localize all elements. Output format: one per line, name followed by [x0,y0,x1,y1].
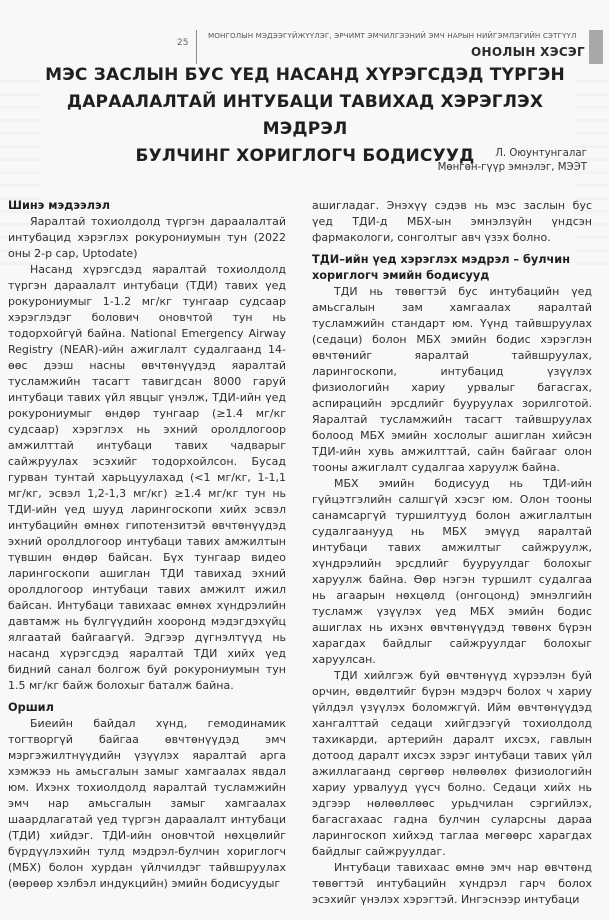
section-label: ОНОЛЫН ХЭСЭГ [471,45,585,59]
paragraph: ашигладаг. Энэхүү сэдэв нь мэс заслын бус үед ТДИ-д МБХ-ын эмнэлзүйн үндсэн фармакологи, сонголтыг авч үзэх болно. [312,199,592,244]
paragraph: МБХ эмийн бодисууд нь ТДИ-ийн гүйцэтгэлийн салшгүй хэсэг юм. Олон тооны санамсаргүй туршилтууд болон ажиглалтын судалгаанууд нь МБХ эмүүд яаралтай интубаци тавих амжилтыг сайжруулж, хүндрэлийн эрсдлийг бууруулдаг болохыг харуулж байна. Өөр нэгэн туршилт судалгаа нь агаарын нөхцөлд (онгоцонд) эмнэлгийн тусламж үзүүлэх үед МБХ эмийн бодис ашиглах нь ихэнх өвчтөнүүдэд төвөнх бүрэн харагдах байдлыг сайжруулдаг болохыг харуулсан. [312,477,592,666]
paragraph: Биеийн байдал хүнд, гемодинамик тогтворгүй байгаа өвчтөнүүдэд эмч мэргэжилтнүүдийн үзүүлэх яаралтай арга хэмжээ нь амьсгалын замыг хамгаалах явдал юм. Ихэнх тохиолдолд яаралтай тусламжийн эмч нар амьсгалын замыг хамгаалах шаардлагатай үед түргэн дараалалт интубаци (ТДИ) хийдэг. ТДИ-ийн оновчтой нөхцөлийг бүрдүүлэхийн тулд мэдрэл-булчин хориглогч (МБХ) болон хурдан үйлчилдэг тайвшруулах (өөрөөр хэлбэл индукцийн) эмийн бодисуудыг [8,717,286,890]
page-number: 25 [177,38,189,48]
title-line: БУЛЧИНГ ХОРИГЛОГЧ БОДИСУУД [135,146,475,166]
title-line: ДАРААЛАЛТАЙ ИНТУБАЦИ ТАВИХАД ХЭРЭГЛЭХ МЭДРЭЛ [66,92,544,139]
header-divider [196,30,197,64]
heading-nmb-agents: ТДИ–ийн үед хэрэглэх мэдрэл – булчин хориглогч эмийн бодисууд [312,253,571,282]
paragraph: Насанд хүрэгсдэд яаралтай тохиолдолд түргэн дараалалт интубаци (ТДИ) тавих үед рокурониумыг 1-1.2 мг/кг тунгаар судсаар хэрэглэдэг болович оновчтой тун нь тодорхойгүй байна. National Emergency Airway Registry (NEAR)-ийн ажиглалт судалгаанд 14-өөс дээш насны өвчтөнүүдэд яаралтай тусламжийн тасагт тавигдсан 8000 гаруй интубаци тавих үйл явцыг үнэлж, ТДИ-ийн үед рокурониумыг өндөр тунгаар (≥1.4 мг/кг судсаар) хэрэглэх нь эхний оролдлогоор амжилттай интубаци тавих чадварыг сайжруулах эсэхийг тодорхойлсон. Бусад гурван тунтай харьцуулахад (<1 мг/кг, 1-1,1 мг/кг, эсвэл 1,2-1,3 мг/кг) ≥1.4 мг/кг тун нь ТДИ-ийн үед шууд ларингоскопи хийх эсвэл интубацийн өмнөх гипотензитэй өвчтөнүүдэд эхний оролдлогоор интубаци тавих амжилтын түвшин өндөр байсан. Бүх тунгаар видео ларингоскопи ашиглан ТДИ тавихад эхний оролдлогоор интубаци тавих амжилт ижил байсан. Интубаци тавихаас өмнөх хүндрэлийн давтамж нь бүлгүүдийн хооронд мэдэгдэхүйц ялгаатай байгаагүй. Эдгээр дүгнэлтүүд нь насанд хүрэгсдэд яаралтай ТДИ хийх үед бидний санал болгож буй рокурониумын тун 1.5 мг/кг байж болохыг баталж байна. [8,263,286,692]
author-name: Л. Оюунтунгалаг [495,148,587,159]
heading-new-info: Шинэ мэдээлэл [8,199,110,212]
paragraph: ТДИ хийлгэж буй өвчтөнүүд хүрээлэн буй орчин, өвдөлтийг бүрэн мэдэрч болох ч хариу үйлдэл үзүүлэх боломжгүй. Ийм өвчтөнүүдэд хангалттай седаци хийгдээгүй тохиолдолд тахикарди, артерийн даралт ихсэх, гавлын дотоод даралт ихсэх зэрэг интубаци тавих үйл ажиллагаанд сөргөөр нөлөөлөх физиологийн хариу урвалууд үүсч болно. Седаци хийх нь эдгээр нөлөөллөөс урьдчилан сэргийлэх, багасгахаас гадна булчин суларсны дараа ларингоскоп хийхэд таглаа мөгөөрс харагдах байдлыг сайжруулдаг. [312,669,592,858]
section-tab-marker [589,30,603,64]
author-block [438,147,587,175]
journal-title: МОНГОЛЫН МЭДЭЭГҮЙЖҮҮЛЭГ, ЭРЧИМТ ЭМЧИЛГЭЭНИЙ ЭМЧ НАРЫН НИЙГЭМЛЭГИЙН СЭТГҮҮЛ [208,31,577,40]
paragraph: ТДИ нь төвөгтэй бус интубацийн үед амьсгалын зам хамгаалах яаралтай тусламжийн стандарт юм. Үүнд тайвшруулах (седаци) болон МБХ эмийн бодис хэрэглэн өвчтөнийг яаралтай тайвшруулах, ларингоскопи, интубацид үзүүлэх физиологийн хариу урвалыг багасгах, аспирацийн эрсдлийг бууруулах зорилготой. Яаралтай тусламжийн тасагт тайвшруулах болоод МБХ эмийн хослолыг ашиглан хийсэн ТДИ-ийн хувь амжилттай, сайн байгааг олон тооны ажиглалт судалгаа харуулж байна. [312,285,592,474]
heading-introduction: Оршил [8,701,54,714]
paragraph: Яаралтай тохиолдолд түргэн дараалалтай интубацид хэрэглэх рокурониумын тун (2022 оны 2-р сар, Uptodate) [8,215,286,260]
paragraph: Интубаци тавихаас өмнө эмч нар өвчтөнд төвөгтэй интубацийн хүндрэл гарч болох эсэхийг үнэлэх хэрэгтэй. Ингэснээр интубаци [312,861,592,906]
author-affiliation: Мөнгөн-гүүр эмнэлэг, МЭЭТ [437,162,587,173]
left-column [8,198,286,892]
right-column [312,198,592,908]
title-line: МЭС ЗАСЛЫН БУС ҮЕД НАСАНД ХҮРЭГСДЭД ТҮРГЭН [45,65,565,85]
page-header [0,18,609,58]
